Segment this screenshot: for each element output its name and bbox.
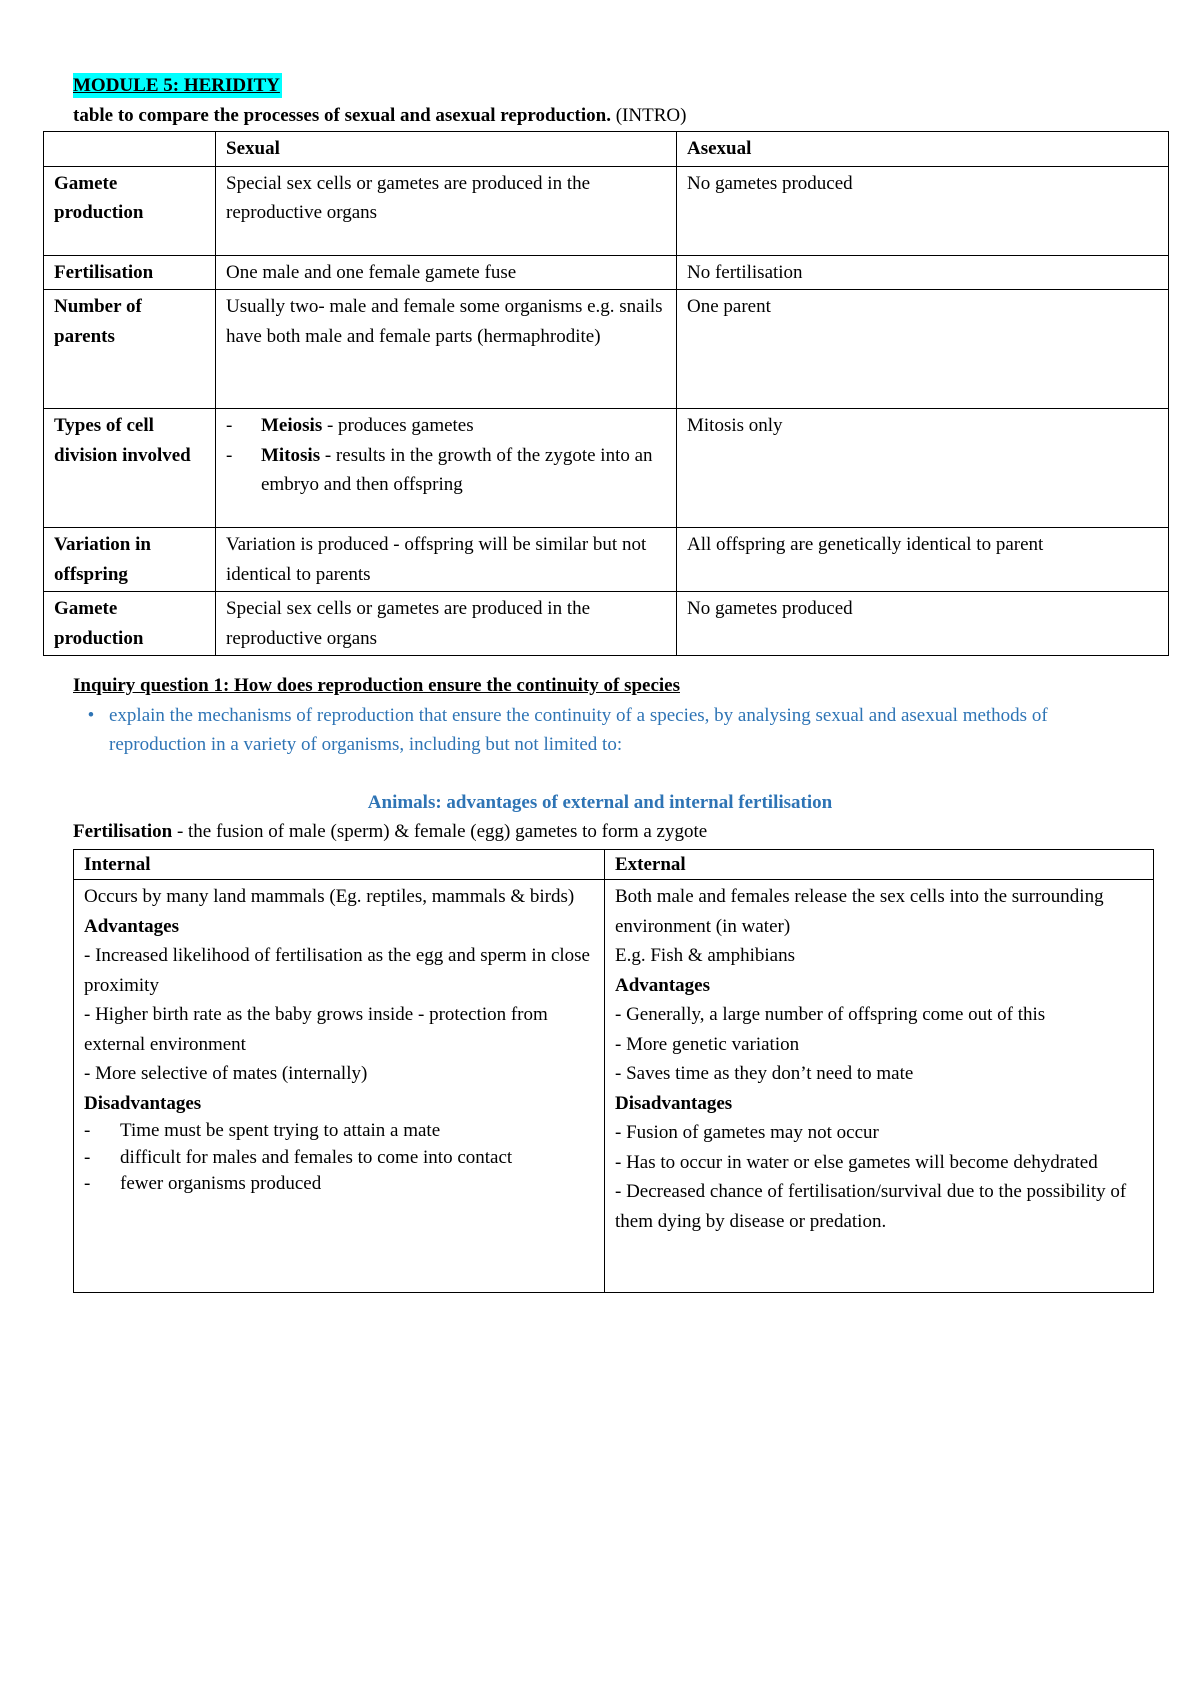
row-label: Number of parents bbox=[44, 290, 216, 409]
external-advantages-heading: Advantages bbox=[615, 974, 711, 996]
dash: - bbox=[84, 1120, 91, 1141]
comparison-table bbox=[43, 131, 1169, 656]
list-item: - More genetic variation bbox=[615, 1033, 800, 1055]
asexual-cell: Mitosis only bbox=[677, 409, 1169, 528]
external-disadvantages-heading: Disadvantages bbox=[615, 1092, 733, 1114]
list-item: - More selective of mates (internally) bbox=[84, 1063, 368, 1084]
list-item: - Generally, a large number of offspring come out of this bbox=[615, 1004, 1046, 1025]
module-title: MODULE 5: HERIDITY bbox=[73, 75, 280, 96]
term-desc: - results in the growth of the zygote into an embryo and then offspring bbox=[261, 444, 653, 495]
internal-cell bbox=[74, 880, 605, 1293]
external-cell bbox=[605, 880, 1154, 1293]
table-row bbox=[44, 166, 1169, 255]
bullet-icon: • bbox=[87, 705, 95, 726]
header-empty bbox=[44, 132, 216, 167]
header-external: External bbox=[605, 850, 1154, 880]
table-row bbox=[44, 592, 1169, 656]
definition-text: - the fusion of male (sperm) & female (egg) gametes to form a zygote bbox=[172, 821, 708, 842]
list-item: - Decreased chance of fertilisation/survival due to the possibility of them dying by disease or predation. bbox=[615, 1181, 1127, 1232]
sexual-cell: Special sex cells or gametes are produced in the reproductive organs bbox=[216, 166, 677, 255]
internal-disadvantages-heading: Disadvantages bbox=[84, 1092, 202, 1114]
row-label: Variation in offspring bbox=[44, 528, 216, 592]
table-row bbox=[44, 409, 1169, 528]
dash: - bbox=[84, 1173, 91, 1194]
asexual-cell: One parent bbox=[677, 290, 1169, 409]
asexual-cell: All offspring are genetically identical to parent bbox=[677, 528, 1169, 592]
row-label: Gamete production bbox=[44, 166, 216, 255]
list-item bbox=[84, 1118, 594, 1145]
internal-intro: Occurs by many land mammals (Eg. reptiles, mammals & birds) bbox=[84, 886, 575, 907]
sexual-cell: Usually two- male and female some organisms e.g. snails have both male and female parts (hermaphrodite) bbox=[216, 290, 677, 409]
sexual-cell: Variation is produced - offspring will be similar but not identical to parents bbox=[216, 528, 677, 592]
asexual-cell: No gametes produced bbox=[677, 592, 1169, 656]
list-item bbox=[226, 411, 666, 441]
term-desc: - produces gametes bbox=[322, 415, 474, 436]
dash: - bbox=[226, 415, 233, 436]
section-heading: Animals: advantages of external and internal fertilisation bbox=[367, 792, 833, 813]
list-item: - Saves time as they don’t need to mate bbox=[615, 1063, 914, 1084]
asexual-cell: No fertilisation bbox=[677, 255, 1169, 290]
term-mitosis: Mitosis bbox=[261, 444, 321, 466]
list-item-text: fewer organisms produced bbox=[120, 1173, 322, 1194]
sexual-cell: One male and one female gamete fuse bbox=[216, 255, 677, 290]
list-item: - Fusion of gametes may not occur bbox=[615, 1122, 879, 1143]
row-label: Gamete production bbox=[44, 592, 216, 656]
sexual-cell bbox=[216, 409, 677, 528]
table-caption-bold: table to compare the processes of sexual and asexual reproduction. bbox=[73, 105, 611, 126]
fertilisation-definition bbox=[73, 818, 707, 846]
dash: - bbox=[226, 444, 233, 466]
inquiry-question: Inquiry question 1: How does reproduction ensure the continuity of species bbox=[73, 675, 680, 696]
list-item-text: difficult for males and females to come into contact bbox=[120, 1146, 513, 1168]
list-item: - Higher birth rate as the baby grows inside - protection from external environment bbox=[84, 1004, 548, 1055]
header-sexual: Sexual bbox=[216, 132, 677, 167]
asexual-cell: No gametes produced bbox=[677, 166, 1169, 255]
list-item bbox=[84, 1171, 594, 1198]
fertilisation-header-row bbox=[74, 850, 1154, 880]
table-caption bbox=[73, 103, 686, 129]
header-internal: Internal bbox=[74, 850, 605, 880]
list-item: - Increased likelihood of fertilisation as the egg and sperm in close proximity bbox=[84, 945, 590, 996]
table-row bbox=[44, 290, 1169, 409]
list-item bbox=[226, 441, 666, 500]
list-item-text: Time must be spent trying to attain a mate bbox=[120, 1120, 441, 1141]
list-item bbox=[84, 1145, 594, 1172]
table-row bbox=[44, 255, 1169, 290]
external-example: E.g. Fish & amphibians bbox=[615, 945, 795, 966]
objective-bullet bbox=[73, 701, 1143, 759]
list-item: - Has to occur in water or else gametes will become dehydrated bbox=[615, 1151, 1098, 1173]
term-meiosis: Meiosis bbox=[261, 415, 323, 436]
objective-text: explain the mechanisms of reproduction that ensure the continuity of a species, by analysing sexual and asexual methods of reproduction in a variety of organisms, including but not limited to: bbox=[109, 705, 1048, 755]
row-label: Fertilisation bbox=[44, 255, 216, 290]
header-asexual: Asexual bbox=[677, 132, 1169, 167]
definition-term: Fertilisation bbox=[73, 821, 173, 842]
row-label: Types of cell division involved bbox=[44, 409, 216, 528]
dash: - bbox=[84, 1146, 91, 1168]
comparison-header-row bbox=[44, 132, 1169, 167]
table-caption-plain: (INTRO) bbox=[610, 105, 687, 126]
internal-advantages-heading: Advantages bbox=[84, 915, 180, 937]
table-row bbox=[74, 880, 1154, 1293]
table-row bbox=[44, 528, 1169, 592]
sexual-cell: Special sex cells or gametes are produced in the reproductive organs bbox=[216, 592, 677, 656]
external-intro: Both male and females release the sex cells into the surrounding environment (in water) bbox=[615, 886, 1104, 937]
fertilisation-table bbox=[73, 849, 1154, 1293]
